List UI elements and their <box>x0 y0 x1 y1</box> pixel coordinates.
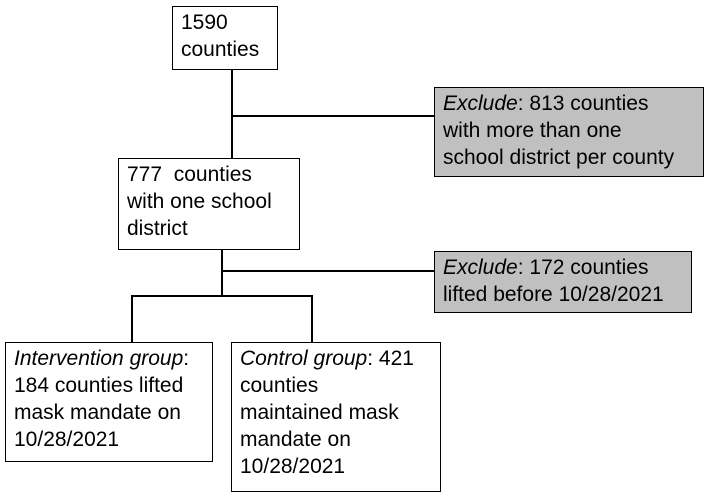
connector-start-to-one-district <box>231 70 233 158</box>
exclude1-label: Exclude <box>443 92 518 115</box>
exclude2-line-1 <box>443 254 683 281</box>
intervention-line-4: 10/28/2021 <box>14 428 120 451</box>
intervention-line-2: 184 counties lifted <box>14 374 184 397</box>
connector-split-horizontal <box>131 295 312 297</box>
start-line-1: 1590 <box>181 11 228 34</box>
connector-to-exclude2 <box>221 270 434 272</box>
exclude1-line-1-rest: : 813 counties <box>517 92 649 115</box>
exclude1-line-2: with more than one <box>443 119 622 142</box>
control-line-1 <box>240 345 432 372</box>
exclude-node-2 <box>434 251 692 313</box>
start-line-2: counties <box>181 38 260 61</box>
one-district-line-3: district <box>127 217 188 240</box>
control-line-1-rest: : 421 <box>367 347 414 370</box>
intervention-node <box>5 342 213 462</box>
exclude2-line-2: lifted before 10/28/2021 <box>443 283 664 306</box>
control-line-2: counties <box>240 374 319 397</box>
exclude2-label: Exclude <box>443 256 518 279</box>
exclude2-line-1-rest: : 172 counties <box>517 256 649 279</box>
connector-one-district-to-split <box>221 250 223 296</box>
one-district-line-2: with one school <box>127 190 272 213</box>
control-line-4: mandate on <box>240 428 351 451</box>
intervention-label: Intervention group <box>14 347 184 370</box>
exclude1-line-1 <box>443 90 695 117</box>
control-node <box>231 342 441 492</box>
connector-to-intervention <box>131 295 133 342</box>
intervention-line-3: mask mandate on <box>14 401 181 424</box>
control-label: Control group <box>240 347 368 370</box>
exclude-node-1 <box>434 87 704 177</box>
control-line-5: 10/28/2021 <box>240 455 346 478</box>
exclude1-line-3: school district per county <box>443 146 675 169</box>
one-district-line-1: 777 counties <box>127 163 252 186</box>
intervention-line-1 <box>14 345 204 372</box>
start-node <box>172 6 278 70</box>
control-line-3: maintained mask <box>240 401 399 424</box>
connector-to-control <box>311 295 313 342</box>
intervention-line-1-rest: : <box>183 347 190 370</box>
connector-to-exclude1 <box>231 115 434 117</box>
one-district-node <box>118 158 300 250</box>
